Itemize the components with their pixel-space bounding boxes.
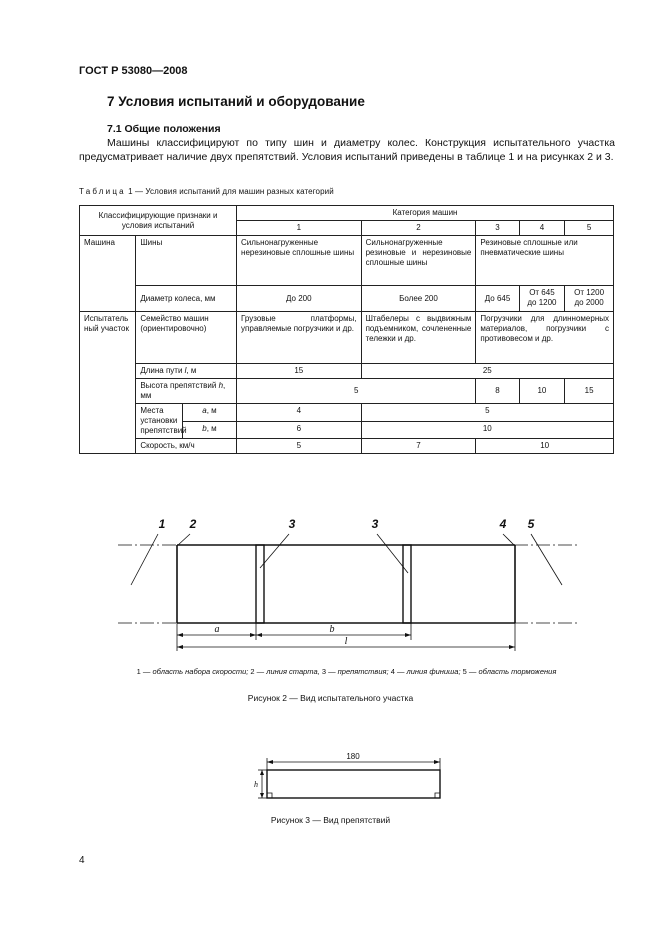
- figure3-caption: Рисунок 3 — Вид препятствий: [270, 815, 391, 825]
- header-cat: 3: [476, 221, 519, 236]
- table-cell: 25: [361, 364, 613, 379]
- figure3-arrows: [260, 760, 440, 798]
- dim-label-a: a: [214, 624, 220, 635]
- header-criteria: Классифицирующие признаки и условия испытаний: [80, 206, 237, 236]
- table-cell: 10: [519, 379, 564, 404]
- table-cell: 10: [361, 421, 613, 439]
- row-label-places: Места установки препятствий: [136, 404, 183, 439]
- table-cell: 6: [237, 421, 362, 439]
- leader-5: [531, 534, 562, 585]
- figure2-dim-labels: [215, 624, 348, 647]
- row-label-wheel: Диаметр колеса, мм: [136, 286, 237, 312]
- marker-label: 4: [499, 517, 507, 531]
- header-category: Категория машин: [237, 206, 614, 221]
- table-cell: Резиновые сплошные или пневматические шины: [476, 236, 614, 286]
- obstacle-2: [403, 545, 411, 623]
- marker-label: 3: [288, 517, 296, 531]
- table-cell: 10: [476, 439, 614, 454]
- table-cell: 7: [361, 439, 476, 454]
- legend-num: 3: [321, 667, 326, 676]
- table-cell: Погрузчики для длинномерных материалов, погрузчики с противовесом и др.: [476, 312, 614, 364]
- header-cat: 1: [237, 221, 362, 236]
- table-cell: Грузовые платформы, управляемые погрузчики и др.: [237, 312, 362, 364]
- table-cell: От 1200 до 2000: [565, 286, 614, 312]
- row-label-length: Длина пути l, м: [136, 364, 237, 379]
- leader-1: [131, 534, 158, 585]
- figure2-drawing: [118, 534, 580, 651]
- table-cell: От 645 до 1200: [519, 286, 564, 312]
- row-label-family: Семейство машин (ориентировочно): [136, 312, 237, 364]
- marker-label: 1: [158, 517, 166, 531]
- table-cell: 15: [237, 364, 362, 379]
- marker-label: 2: [189, 517, 197, 531]
- corner-mark: [435, 793, 440, 798]
- dim-label-width: 180: [346, 752, 360, 761]
- table-cell: 5: [237, 439, 362, 454]
- header-cat: 4: [519, 221, 564, 236]
- row-label-tires: Шины: [136, 236, 237, 286]
- table-cell: До 200: [237, 286, 362, 312]
- legend-text: — препятствия;: [325, 667, 391, 676]
- table-cell: 8: [476, 379, 519, 404]
- header-cat: 2: [361, 221, 476, 236]
- legend-text: — область торможения: [466, 667, 557, 676]
- page-number: 4: [79, 855, 85, 866]
- legend-num: 5: [462, 667, 467, 676]
- table-cell: Сильнонагруженные резиновые и нерезиновые сплошные шины: [361, 236, 476, 286]
- group-machine: Машина: [80, 236, 136, 312]
- dim-label-l: l: [344, 636, 348, 647]
- row-label-speed: Скорость, км/ч: [136, 439, 237, 454]
- legend-num: 2: [250, 667, 255, 676]
- standard-header: ГОСТ Р 53080—2008: [79, 65, 188, 77]
- dim-label-height: h: [254, 780, 258, 789]
- legend-text: — линия старта,: [254, 667, 322, 676]
- figure2-markers: [159, 517, 535, 531]
- body-paragraph: Машины классифицируют по типу шин и диаметру колес. Конструкция испытательного участка предусматривает наличие двух препятствий. Условия испытаний приведены в таблице 1 и на рисунках 2 и 3.: [79, 137, 615, 163]
- table-caption-word: Таблица: [79, 187, 126, 196]
- subsection-title: 7.1 Общие положения: [107, 123, 221, 135]
- figure3-drawing: [258, 758, 440, 798]
- figure2-caption: Рисунок 2 — Вид испытательного участка: [247, 693, 414, 703]
- legend-text: — линия финиша;: [394, 667, 463, 676]
- obstacle-outline: [267, 770, 440, 798]
- table-cell: До 645: [476, 286, 519, 312]
- table-cell: 15: [565, 379, 614, 404]
- section-title: 7 Условия испытаний и оборудование: [107, 94, 365, 109]
- legend-num: 1: [136, 667, 141, 676]
- marker-label: 5: [527, 517, 535, 531]
- table-cell: 5: [237, 379, 476, 404]
- table-cell: Штабелеры с выдвижным подъемником, сочлененные тележки и др.: [361, 312, 476, 364]
- table-cell: 4: [237, 404, 362, 422]
- corner-mark: [267, 793, 272, 798]
- table-cell: Более 200: [361, 286, 476, 312]
- table-cell: 5: [361, 404, 613, 422]
- legend-num: 4: [390, 667, 395, 676]
- marker-label: 3: [371, 517, 379, 531]
- sub-label-a: a, м: [182, 404, 236, 422]
- figure2-legend: [79, 667, 614, 676]
- table-caption-text: 1 — Условия испытаний для машин разных категорий: [128, 187, 334, 196]
- group-site: Испытательный участок: [80, 312, 136, 454]
- row-label-height: Высота препятствий h, мм: [136, 379, 237, 404]
- legend-text: — область набора скорости;: [140, 667, 251, 676]
- dim-label-b: b: [329, 624, 335, 635]
- table-cell: Сильнонагруженные нерезиновые сплошные шины: [237, 236, 362, 286]
- sub-label-b: b, м: [182, 421, 236, 439]
- obstacle-1: [256, 545, 264, 623]
- header-cat: 5: [565, 221, 614, 236]
